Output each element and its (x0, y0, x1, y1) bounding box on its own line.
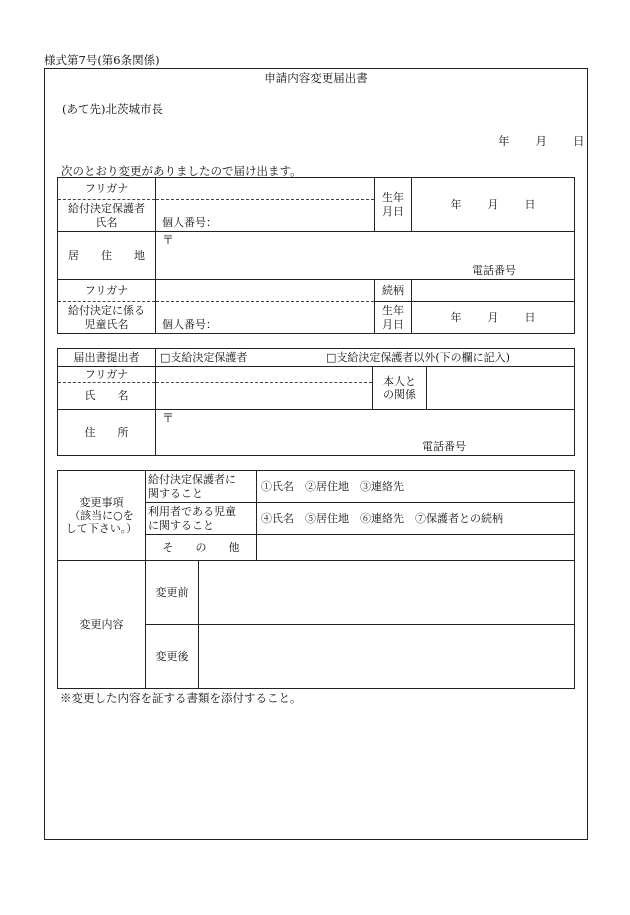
submission-date (498, 133, 585, 149)
postal-mark: 〒 (162, 411, 175, 425)
guardian-name-field[interactable] (156, 200, 375, 232)
before-label: 変更前 (146, 561, 199, 625)
submitter-options (156, 349, 575, 367)
child-my-number-label: 個人番号： (162, 317, 217, 331)
addressee: (あて先)北茨城市長 (62, 102, 163, 116)
guardian-birth-label: 生年 月日 (375, 178, 412, 232)
guardian-address-field[interactable] (156, 232, 575, 280)
date-day: 日 (573, 134, 585, 148)
submitter-furigana-field[interactable] (156, 367, 373, 383)
submitter-furigana-label: フリガナ (58, 367, 156, 383)
child-birth-field[interactable]: 年 月 日 (412, 302, 575, 334)
submitter-address-field[interactable] (156, 410, 575, 456)
submitter-relation-label: 本人と の関係 (373, 367, 427, 410)
guardian-address-label: 居 住 地 (58, 232, 156, 280)
guardian-my-number-label: 個人番号： (162, 215, 217, 229)
form-number-label: 様式第7号(第6条関係) (44, 53, 160, 67)
submitter-address-label: 住 所 (58, 410, 156, 456)
before-field[interactable] (199, 561, 575, 625)
submitter-name-field[interactable] (156, 383, 373, 410)
guardian-change-options[interactable]: ①氏名 ②居住地 ③連絡先 (257, 471, 575, 503)
change-content-label: 変更内容 (58, 561, 146, 689)
guardian-furigana-label: フリガナ (58, 178, 156, 200)
form-title: 申請内容変更届出書 (264, 71, 368, 85)
attachment-note: ※変更した内容を証する書類を添付すること。 (60, 691, 302, 705)
after-label: 変更後 (146, 625, 199, 689)
child-furigana-label: フリガナ (58, 280, 156, 302)
child-category-label: 利用者である児童 に関すること (146, 503, 257, 535)
child-relation-label: 続柄 (375, 280, 412, 302)
date-month: 月 (535, 134, 547, 148)
guardian-furigana-field[interactable] (156, 178, 375, 200)
change-items-table (57, 470, 575, 689)
child-name-field[interactable] (156, 302, 375, 334)
child-relation-field[interactable] (412, 280, 575, 302)
option-guardian-checkbox[interactable]: □支給決定保護者 (160, 351, 248, 364)
option-other-checkbox[interactable]: □支給決定保護者以外(下の欄に記入) (326, 351, 510, 364)
submitter-name-label: 氏 名 (58, 383, 156, 410)
submitter-relation-field[interactable] (427, 367, 575, 410)
date-year: 年 (498, 134, 510, 148)
submitter-phone-label: 電話番号 (422, 439, 466, 453)
child-change-options[interactable]: ④氏名 ⑤居住地 ⑥連絡先 ⑦保護者との続柄 (257, 503, 575, 535)
submitter-label: 届出書提出者 (58, 349, 156, 367)
guardian-name-label: 給付決定保護者 氏名 (58, 200, 156, 232)
after-field[interactable] (199, 625, 575, 689)
intro-text: 次のとおり変更がありましたので届け出ます。 (61, 164, 302, 178)
child-birth-label: 生年 月日 (375, 302, 412, 334)
change-items-label: 変更事項 （該当に○を して下さい。） (58, 471, 146, 561)
postal-mark: 〒 (162, 233, 175, 247)
other-change-field[interactable] (257, 535, 575, 561)
child-name-label: 給付決定に係る 児童氏名 (58, 302, 156, 334)
submitter-table (57, 348, 575, 456)
guardian-child-table (57, 177, 575, 334)
guardian-category-label: 給付決定保護者に 関すること (146, 471, 257, 503)
guardian-phone-label: 電話番号 (472, 263, 516, 277)
guardian-birth-field[interactable]: 年 月 日 (412, 178, 575, 232)
other-category-label: そ の 他 (146, 535, 257, 561)
child-furigana-field[interactable] (156, 280, 375, 302)
